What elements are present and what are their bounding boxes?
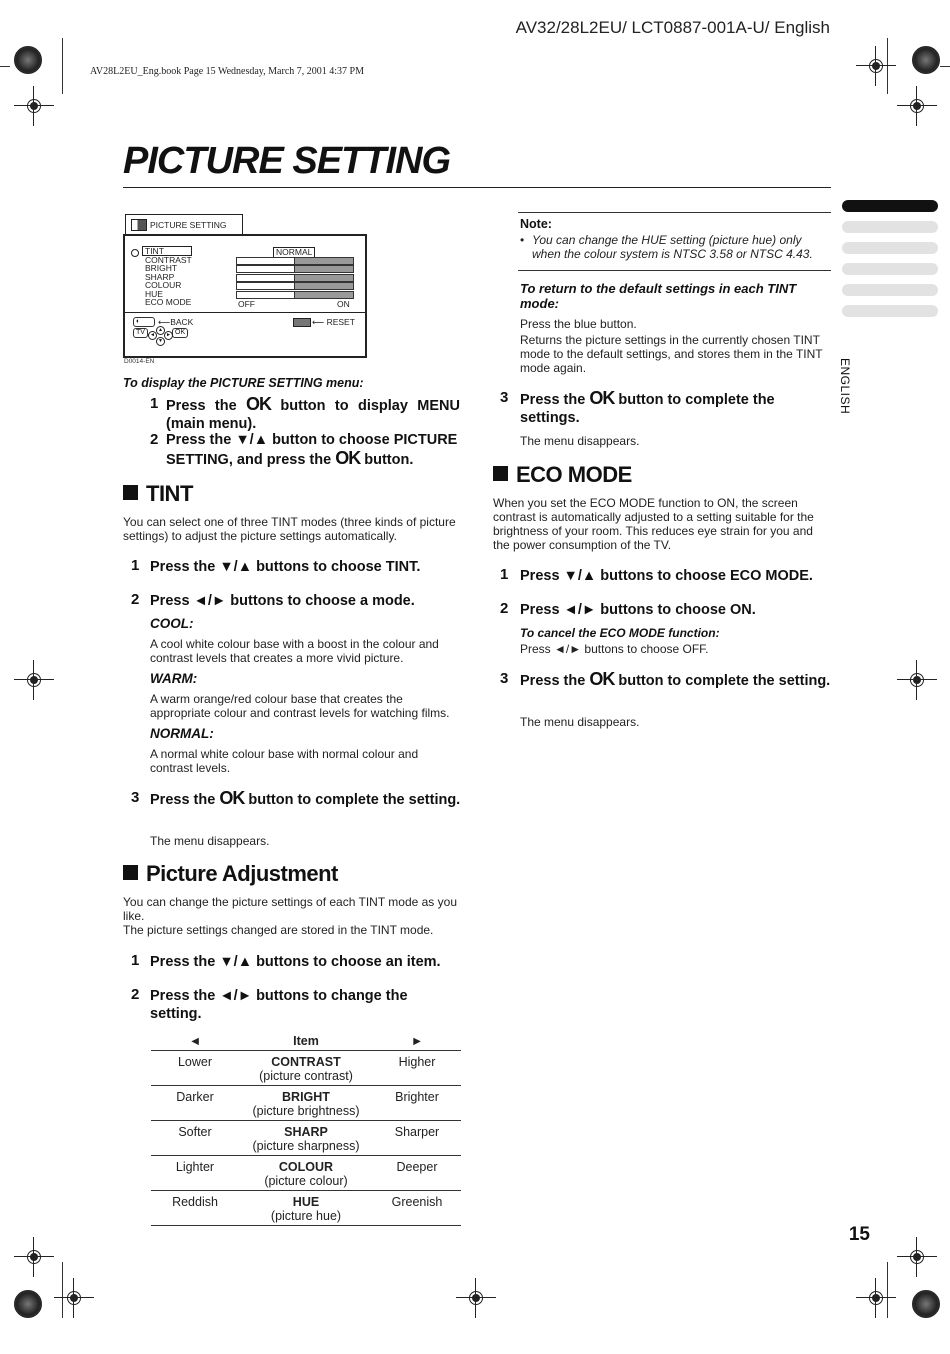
step-text: Press the <box>150 792 216 808</box>
adjust-step2: Press the ◄/► buttons to change the setting. <box>150 988 408 1022</box>
cursor-icon <box>131 249 139 257</box>
note-box <box>518 212 831 271</box>
registration-mark-icon <box>54 1278 94 1318</box>
reset-label-text: RESET <box>326 317 355 327</box>
menu-item-hue: HUE <box>145 288 163 299</box>
menu-item-sharp: SHARP <box>145 271 175 282</box>
table-cell-left: Lighter <box>175 1160 215 1174</box>
tint-heading-text: TINT <box>146 481 193 506</box>
eco-mode-heading <box>493 462 632 488</box>
adjust-intro-line2: The picture settings changed are stored in the TINT mode. <box>123 923 434 937</box>
registration-mark-icon <box>897 660 937 700</box>
section-tab <box>842 242 938 254</box>
document-id: AV32/28L2EU/ LCT0887-001A-U/ English <box>515 18 830 37</box>
ok-button-icon: OK <box>589 669 615 689</box>
table-cell-left: Softer <box>178 1125 212 1139</box>
section-tab-active <box>842 200 938 212</box>
table-row <box>151 1086 461 1121</box>
eco-cancel-heading: To cancel the ECO MODE function: <box>520 626 720 640</box>
item-desc: (picture hue) <box>270 1209 342 1223</box>
table-header-item: Item <box>293 1034 319 1048</box>
tint-intro: You can select one of three TINT modes (three kinds of picture settings) to adjust the picture settings automatically. <box>123 515 456 543</box>
display-menu-step1 <box>166 395 460 433</box>
eco-step2: Press ◄/► buttons to choose ON. <box>520 602 756 618</box>
step-text: button. <box>364 452 414 468</box>
step-text: button to complete the setting. <box>618 673 831 689</box>
language-label: ENGLISH <box>838 358 852 415</box>
menu-tab <box>125 214 243 235</box>
note-text: You can change the HUE setting (picture hue) only when the colour system is NTSC 3.58 or NTSC 4.43. <box>532 233 813 261</box>
ok-button-icon: OK <box>589 388 615 408</box>
table-cell-item <box>239 1156 373 1191</box>
sharp-slider <box>236 274 354 282</box>
registration-disc-icon <box>912 46 940 74</box>
illustration-code: D0014-EN <box>124 358 155 365</box>
menu-item-eco-mode: ECO MODE <box>145 297 192 307</box>
table-cell-left: Lower <box>177 1055 213 1069</box>
registration-disc-icon <box>912 1290 940 1318</box>
reset-label: ⟵ RESET <box>312 317 355 327</box>
menu-item-tint: TINT <box>145 246 164 256</box>
step-number: 3 <box>131 789 140 806</box>
menu-divider <box>125 312 365 313</box>
menu-item-colour: COLOUR <box>145 280 182 290</box>
note-bullet: • <box>520 233 525 247</box>
tint-step3 <box>150 789 461 809</box>
table-row <box>151 1191 461 1226</box>
step-number: 1 <box>500 566 509 583</box>
ok-button-icon: OK <box>172 328 188 338</box>
page-number: 15 <box>848 1224 870 1245</box>
note-label: Note: <box>520 217 552 231</box>
step-text: button to complete the settings. <box>520 392 775 426</box>
section-square-icon <box>123 485 138 500</box>
blue-button-icon <box>293 318 311 327</box>
table-row <box>151 1051 461 1086</box>
tv-button-icon: TV <box>133 328 148 338</box>
normal-text: A normal white colour base with normal colour and contrast levels. <box>150 747 419 775</box>
menu-item-list <box>145 247 192 307</box>
registration-mark-icon <box>456 1278 496 1318</box>
warm-label: WARM: <box>150 671 198 686</box>
registration-mark-icon <box>856 1278 896 1318</box>
section-square-icon <box>123 865 138 880</box>
crop-mark <box>62 38 63 94</box>
item-name: SHARP <box>284 1125 328 1139</box>
step-number: 1 <box>150 395 159 412</box>
table-cell-right: Sharper <box>394 1125 440 1139</box>
section-tab <box>842 284 938 296</box>
default-settings-step3-note: The menu disappears. <box>520 434 640 448</box>
eco-mode-heading-text: ECO MODE <box>516 462 632 487</box>
default-settings-line2: Returns the picture settings in the currently chosen TINT mode to the default settings, and stores them in the TINT mode again. <box>520 333 823 375</box>
menu-tab-label: PICTURE SETTING <box>150 220 227 230</box>
item-desc: (picture brightness) <box>252 1104 360 1118</box>
colour-slider <box>236 282 354 290</box>
direction-pad-icon: ▲ ▼ ◄ ► <box>151 326 169 344</box>
book-info-line: AV28L2EU_Eng.book Page 15 Wednesday, March 7, 2001 4:37 PM <box>90 66 364 77</box>
picture-adjustment-heading <box>123 861 338 887</box>
eco-step3-note: The menu disappears. <box>520 715 640 729</box>
step-text: button to display MENU (main menu). <box>166 398 460 432</box>
registration-mark-icon <box>14 86 54 126</box>
tint-step3-note: The menu disappears. <box>150 834 270 848</box>
registration-disc-icon <box>14 46 42 74</box>
item-name: BRIGHT <box>282 1090 330 1104</box>
item-name: COLOUR <box>278 1160 334 1174</box>
back-label-text: BACK <box>170 317 194 327</box>
contrast-slider <box>236 257 354 265</box>
registration-mark-icon <box>897 86 937 126</box>
item-name: HUE <box>292 1195 320 1209</box>
title-rule <box>123 187 831 188</box>
adjust-intro <box>123 895 461 937</box>
bright-slider <box>236 265 354 273</box>
menu-screen-icon <box>131 219 147 231</box>
adjust-intro-line1: You can change the picture settings of each TINT mode as you like. <box>123 895 457 923</box>
eco-cancel-text: Press ◄/► buttons to choose OFF. <box>520 642 709 656</box>
step-number: 2 <box>500 600 509 617</box>
item-desc: (picture sharpness) <box>252 1139 360 1153</box>
default-settings-heading: To return to the default settings in each TINT mode: <box>520 281 797 311</box>
table-cell-right: Deeper <box>396 1160 438 1174</box>
registration-mark-icon <box>856 46 896 86</box>
table-cell-item <box>239 1121 373 1156</box>
tint-step1: Press the ▼/▲ buttons to choose TINT. <box>150 559 421 575</box>
step-text: button to complete the setting. <box>248 792 461 808</box>
picture-adjustment-heading-text: Picture Adjustment <box>146 861 338 886</box>
adjustment-table <box>151 1030 461 1226</box>
eco-step1: Press ▼/▲ buttons to choose ECO MODE. <box>520 568 813 584</box>
table-cell-item <box>239 1086 373 1121</box>
picture-setting-menu-illustration <box>123 212 366 357</box>
step-text: Press the ▼/▲ button to choose PICTURE SETTING, and press the <box>166 432 458 468</box>
crop-mark <box>0 66 10 67</box>
table-header-row <box>151 1030 461 1051</box>
default-settings-step3 <box>520 389 831 427</box>
eco-step3 <box>520 670 831 690</box>
registration-mark-icon <box>897 1237 937 1277</box>
back-label: ⟵BACK <box>158 317 194 327</box>
eco-on-label: ON <box>337 299 350 309</box>
section-tabs <box>842 200 938 326</box>
hue-slider <box>236 291 354 299</box>
tint-value-box: NORMAL <box>273 247 315 258</box>
item-desc: (picture contrast) <box>259 1069 353 1083</box>
registration-mark-icon <box>14 660 54 700</box>
step-number: 1 <box>131 952 140 969</box>
left-arrow-icon: ◄ <box>188 1034 202 1048</box>
ok-button-icon: OK <box>246 394 272 414</box>
table-cell-item <box>239 1051 373 1086</box>
display-menu-heading: To display the PICTURE SETTING menu: <box>123 376 364 390</box>
section-tab <box>842 221 938 233</box>
menu-item-contrast: CONTRAST <box>145 254 192 265</box>
section-square-icon <box>493 466 508 481</box>
crop-mark <box>940 66 950 67</box>
ok-button-icon: OK <box>335 448 361 468</box>
step-text: Press the <box>520 673 586 689</box>
tint-step2: Press ◄/► buttons to choose a mode. <box>150 593 415 609</box>
normal-label: NORMAL: <box>150 726 214 741</box>
table-cell-right: Greenish <box>391 1195 443 1209</box>
step-number: 3 <box>500 389 509 406</box>
section-tab <box>842 263 938 275</box>
table-row <box>151 1121 461 1156</box>
eco-intro: When you set the ECO MODE function to ON, the screen contrast is automatically adjusted to a setting suitable for the brightness of your room. This reduces eye strain for you and the power consumption of the TV. <box>493 496 814 552</box>
right-arrow-icon: ► <box>410 1034 424 1048</box>
default-settings-line1: Press the blue button. <box>520 317 637 331</box>
table-cell-item <box>239 1191 373 1226</box>
ok-button-icon: OK <box>219 788 245 808</box>
cool-label: COOL: <box>150 616 194 631</box>
step-text: Press the <box>166 398 237 414</box>
registration-mark-icon <box>14 1237 54 1277</box>
step-number: 1 <box>131 557 140 574</box>
item-desc: (picture colour) <box>264 1174 348 1188</box>
back-button-icon: ◐ <box>133 317 155 327</box>
tint-heading <box>123 481 193 507</box>
item-name: CONTRAST <box>271 1055 341 1069</box>
table-cell-left: Reddish <box>172 1195 218 1209</box>
table-cell-right: Brighter <box>395 1090 439 1104</box>
menu-item-bright: BRIGHT <box>145 263 178 273</box>
section-tab <box>842 305 938 317</box>
page-title: PICTURE SETTING <box>123 140 451 182</box>
registration-disc-icon <box>14 1290 42 1318</box>
step-number: 3 <box>500 670 509 687</box>
table-row <box>151 1156 461 1191</box>
step-number: 2 <box>131 591 140 608</box>
adjust-step1: Press the ▼/▲ buttons to choose an item. <box>150 954 441 970</box>
table-cell-left: Darker <box>176 1090 214 1104</box>
cool-text: A cool white colour base with a boost in the colour and contrast levels that creates a more vivid picture. <box>150 637 439 665</box>
menu-body <box>123 234 367 358</box>
step-text: Press the <box>520 392 586 408</box>
step-number: 2 <box>131 986 140 1003</box>
display-menu-step2 <box>166 431 460 469</box>
warm-text: A warm orange/red colour base that creates the appropriate colour and contrast levels for watching films. <box>150 692 450 720</box>
eco-off-label: OFF <box>238 299 255 309</box>
table-cell-right: Higher <box>398 1055 436 1069</box>
step-number: 2 <box>150 431 159 448</box>
